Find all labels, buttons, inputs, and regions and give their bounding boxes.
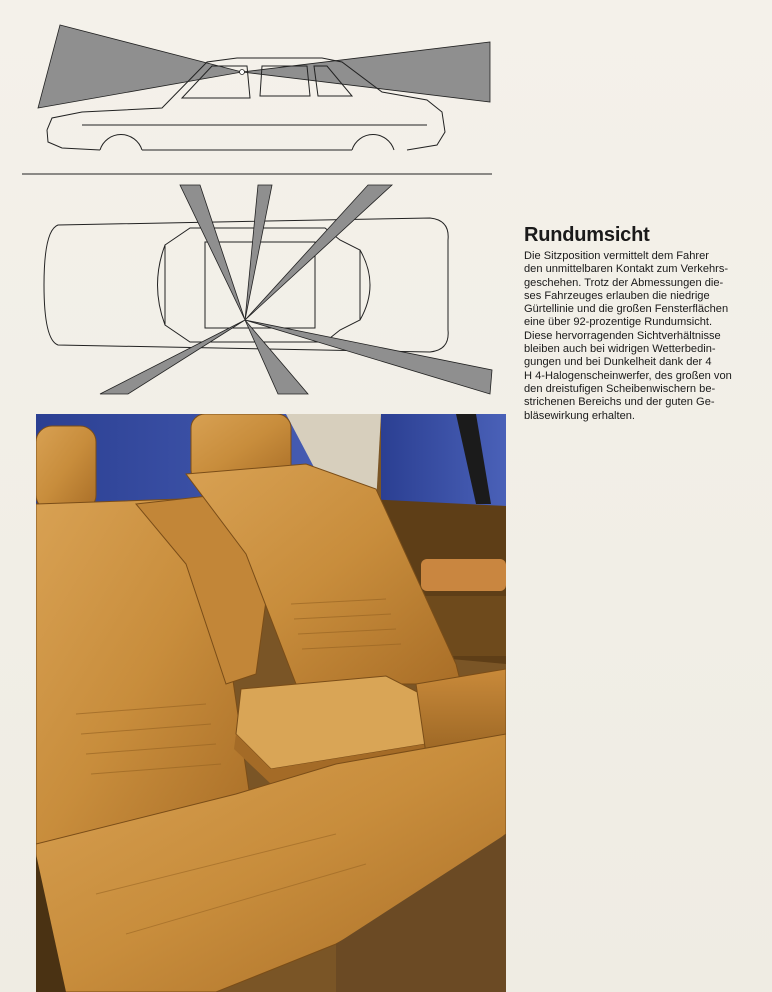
driver-eye-point: [240, 70, 245, 75]
left-headrest: [36, 426, 96, 511]
sightline-cone-top-front: [180, 185, 245, 320]
sightline-cone-top-forward: [245, 185, 272, 320]
article-text: [524, 223, 758, 423]
article-body: Die Sitzposition vermittelt dem Fahrer den unmittelbaren Kontakt zum Verkehrs- geschehen. Trotz der Abmessungen die- ses Fahrzeuges erlauben die niedrige Gürtellinie und die großen Fensterflächen eine über 92-prozentige Rundumsicht. Diese hervorragenden Sichtverhältnisse bleiben auch bei widrigen Wetterbedin- gungen und bei Dunkelheit dank der 4 H 4-Halogenscheinwerfer, des großen von den dreistufigen Scheibenwischern be- strichenen Bereichs und der guten Ge- bläsewirkung erhalten.: [524, 250, 732, 422]
car-top-visibility-diagram: [40, 180, 495, 400]
car-side-visibility-diagram: [22, 20, 492, 185]
rear-seat-photo: [36, 414, 506, 992]
sightline-cone-top-side: [100, 320, 245, 394]
sightline-cone-rear: [242, 42, 490, 102]
article-heading: Rundumsicht: [524, 224, 650, 246]
